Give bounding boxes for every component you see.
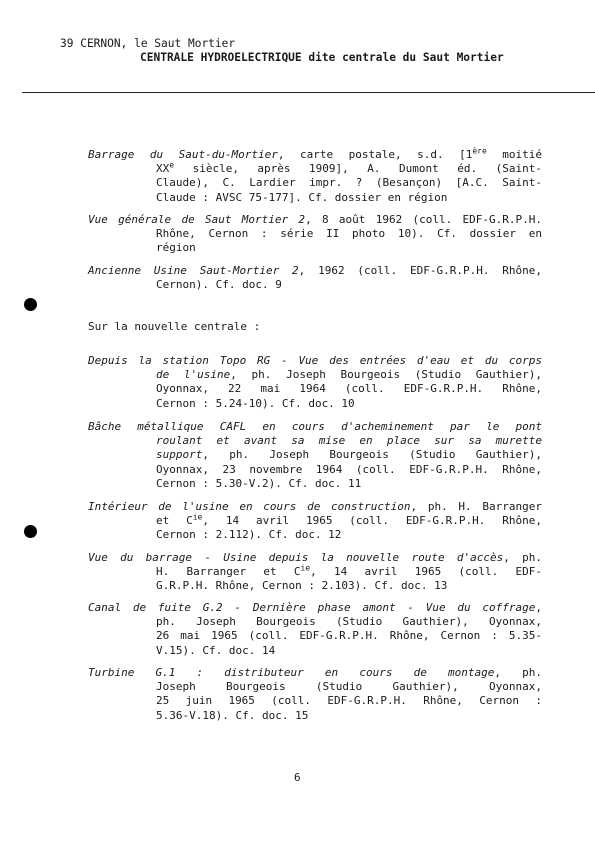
entry-line: Claude : AVSC 75-177]. Cf. dossier en région xyxy=(156,190,448,204)
header-title: CENTRALE HYDROELECTRIQUE dite centrale du Saut Mortier xyxy=(140,51,504,64)
entry-line: Cernon : 5.30-V.2). Cf. doc. 11 xyxy=(156,476,362,490)
entry-line: 5.36-V.18). Cf. doc. 15 xyxy=(156,708,309,722)
entry-line: H. Barranger et $C^{ie}$, 14 avril 1965 (coll. EDF- xyxy=(156,563,542,579)
entry-line: Canal de fuite G.2 - Dernière phase amont - Vue du coffrage, xyxy=(88,601,542,614)
entry-line: Vue du barrage - Usine depuis la nouvelle route d'accès, ph. xyxy=(88,551,542,564)
entry-line: roulant et avant sa mise en place sur sa murette xyxy=(156,434,542,448)
entry-line: Depuis la station Topo RG - Vue des entrées d'eau et du corps xyxy=(88,354,542,367)
entry-line: Vue générale de Saut Mortier 2, 8 août 1962 (coll. EDF-G.R.P.H. xyxy=(88,213,542,226)
entry-line: Ancienne Usine Saut-Mortier 2, 1962 (coll. EDF-G.R.P.H. Rhône, xyxy=(88,264,542,277)
entry-line: 25 juin 1965 (coll. EDF-G.R.P.H. Rhône, Cernon : xyxy=(156,694,542,708)
entry-line: G.R.P.H. Rhône, Cernon : 2.103). Cf. doc. 13 xyxy=(156,579,448,593)
entry-line: Joseph Bourgeois (Studio Gauthier), Oyonnax, xyxy=(156,680,542,694)
entry-line: Cernon). Cf. doc. 9 xyxy=(156,278,282,292)
entry-line: Intérieur de l'usine en cours de construction, ph. H. Barranger xyxy=(88,500,542,513)
entry-line: région xyxy=(156,241,196,255)
entry-line: Cernon : 2.112). Cf. doc. 12 xyxy=(156,528,342,542)
bibliography-entry xyxy=(88,354,542,411)
entry-line: Turbine G.1 : distributeur en cours de montage, ph. xyxy=(88,666,542,679)
bibliography-entry xyxy=(88,601,542,658)
bibliography-entry xyxy=(88,264,542,292)
entry-line: de l'usine, ph. Joseph Bourgeois (Studio Gauthier), xyxy=(156,368,542,382)
entry-line: Bâche métallique CAFL en cours d'acheminement par le pont xyxy=(88,420,542,433)
bibliography-entry xyxy=(88,213,542,256)
page-number: 6 xyxy=(294,771,301,784)
entry-line: V.15). Cf. doc. 14 xyxy=(156,643,276,657)
entry-line: et $C^{ie}$, 14 avril 1965 (coll. EDF-G.R.P.H. Rhône, xyxy=(156,512,542,528)
bibliography-entry xyxy=(88,148,542,205)
bibliography-entry xyxy=(88,666,542,723)
bibliography-entry xyxy=(88,500,542,543)
binder-hole-top xyxy=(24,298,37,311)
bibliography-entry xyxy=(88,420,542,491)
entry-line: Barrage du Saut-du-Mortier, carte postale, s.d. [1ère moitié xyxy=(88,146,543,161)
binder-hole-bottom xyxy=(24,525,37,538)
entry-line: Rhône, Cernon : série II photo 10). Cf. dossier en xyxy=(156,227,542,241)
entry-line: XXe siècle, après 1909], A. Dumont éd. (Saint- xyxy=(156,160,542,176)
header-rule xyxy=(22,92,595,93)
entry-line: Oyonnax, 22 mai 1964 (coll. EDF-G.R.P.H. Rhône, xyxy=(156,382,542,396)
bibliography-entry xyxy=(88,551,542,594)
entry-line: 26 mai 1965 (coll. EDF-G.R.P.H. Rhône, Cernon : 5.35- xyxy=(156,629,542,643)
entry-line: Oyonnax, 23 novembre 1964 (coll. EDF-G.R.P.H. Rhône, xyxy=(156,462,542,476)
section-title: Sur la nouvelle centrale : xyxy=(88,320,261,333)
entry-line: Cernon : 5.24-10). Cf. doc. 10 xyxy=(156,396,355,410)
header-location: 39 CERNON, le Saut Mortier xyxy=(60,37,236,50)
entry-line: ph. Joseph Bourgeois (Studio Gauthier), Oyonnax, xyxy=(156,615,542,629)
entry-line: support, ph. Joseph Bourgeois (Studio Gauthier), xyxy=(156,448,542,462)
entry-line: Claude), C. Lardier impr. ? (Besançon) [A.C. Saint- xyxy=(156,176,542,190)
